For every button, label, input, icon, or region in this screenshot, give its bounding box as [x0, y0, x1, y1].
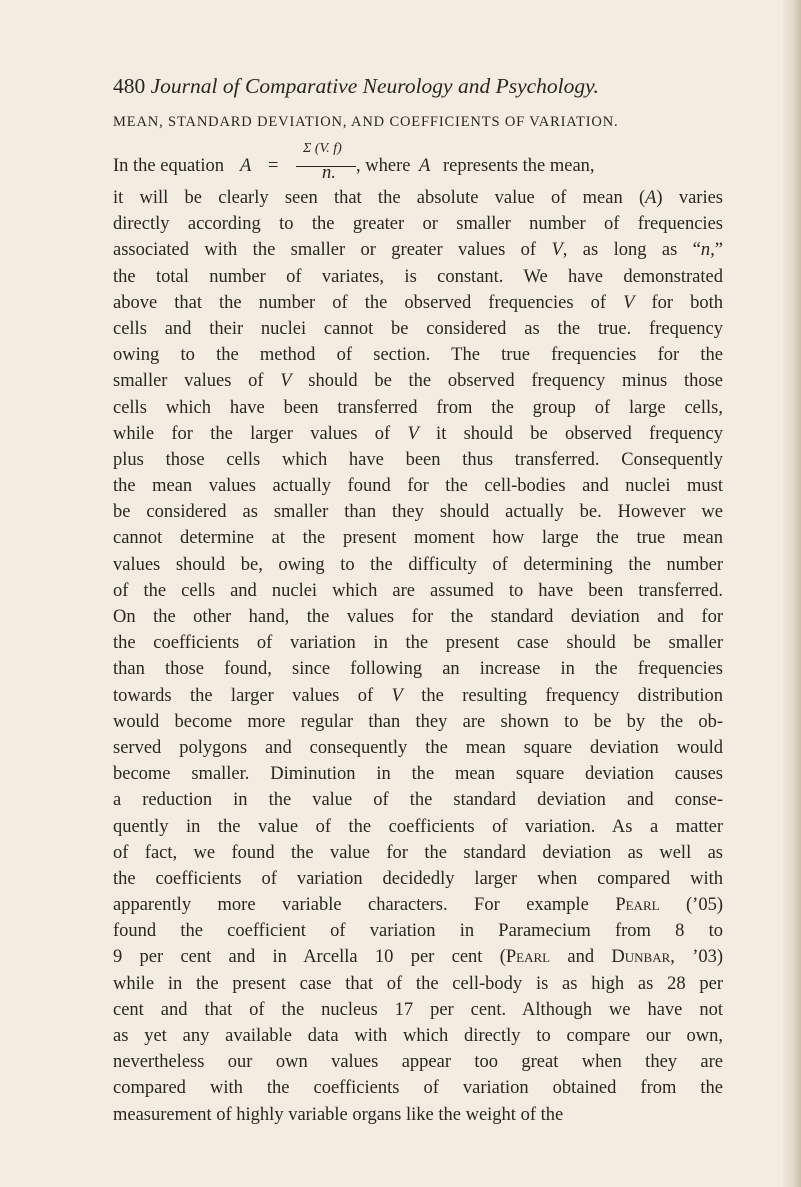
body-line: cent and that of the nucleus 17 per cent. Although we have not: [113, 999, 723, 1020]
body-line: towards the larger values of V the resulting frequency distribution: [113, 685, 723, 706]
equation-equals: =: [268, 156, 279, 176]
body-line: directly according to the greater or smaller number of frequencies: [113, 214, 723, 235]
body-line: nevertheless our own values appear too great when they are: [113, 1052, 723, 1073]
body-line: cannot determine at the present moment how large the true mean: [113, 528, 723, 549]
body-line: quently in the value of the coefficients of variation. As a matter: [113, 816, 723, 837]
page-binding-shadow: [783, 0, 801, 1187]
body-line: a reduction in the value of the standard deviation and conse-: [113, 790, 723, 811]
body-line: of the cells and nuclei which are assumed to have been transferred.: [113, 580, 723, 601]
body-line: the total number of variates, is constant. We have demonstrated: [113, 266, 723, 287]
body-line: it will be clearly seen that the absolute value of mean (A) varies: [113, 188, 723, 208]
body-line: smaller values of V should be the observed frequency minus those: [113, 371, 724, 392]
equation-intro: In the equation: [113, 156, 224, 176]
body-line: the coefficients of variation decidedly larger when compared with: [113, 868, 723, 889]
body-line: associated with the smaller or greater values of V, as long as “n,”: [113, 240, 723, 261]
section-heading: MEAN, STANDARD DEVIATION, AND COEFFICIENTS OF VARIATION.: [113, 114, 619, 130]
body-line: plus those cells which have been thus transferred. Consequently: [113, 449, 723, 470]
equation-after: , where: [356, 156, 411, 176]
body-line: the mean values actually found for the cell-bodies and nuclei must: [113, 476, 723, 497]
equation-var: A: [419, 156, 431, 176]
body-line: of fact, we found the value for the standard deviation as well as: [113, 842, 723, 863]
body-line: On the other hand, the values for the standard deviation and for: [113, 607, 723, 627]
body-line: the coefficients of variation in the present case should be smaller: [113, 633, 723, 654]
body-line: compared with the coefficients of variation obtained from the: [113, 1078, 723, 1099]
body-line: served polygons and consequently the mean square deviation would: [113, 737, 723, 758]
journal-title: Journal of Comparative Neurology and Psychology.: [150, 74, 599, 98]
body-line: apparently more variable characters. For example Pearl (’05): [113, 895, 723, 916]
body-line: than those found, since following an increase in the frequencies: [113, 659, 723, 680]
body-line: values should be, owing to the difficulty of determining the number: [113, 554, 723, 575]
body-line: found the coefficient of variation in Paramecium from 8 to: [113, 921, 723, 942]
body-line: as yet any available data with which directly to compare our own,: [113, 1026, 723, 1046]
equation-lhs: A: [240, 156, 252, 176]
equation-line: [113, 141, 733, 187]
body-paragraph: [113, 185, 723, 1128]
body-line: cells which have been transferred from the group of large cells,: [113, 397, 723, 418]
body-line: measurement of highly variable organs like the weight of the: [113, 1104, 564, 1125]
equation-numerator: Σ (V. f): [303, 141, 342, 156]
equation-denominator: n.: [322, 163, 336, 183]
equation-tail: represents the mean,: [443, 156, 595, 176]
running-header: [113, 72, 713, 100]
body-line: be considered as smaller than they should actually be. However we: [113, 502, 723, 523]
page-number: 480: [113, 74, 146, 98]
body-line: above that the number of the observed frequencies of V for both: [113, 292, 723, 313]
body-line: cells and their nuclei cannot be considered as the true. frequency: [113, 318, 723, 339]
body-line: while in the present case that of the cell-body is as high as 28 per: [113, 973, 723, 994]
body-line: would become more regular than they are shown to be by the ob-: [113, 711, 723, 732]
body-line: 9 per cent and in Arcella 10 per cent (Pearl and Dunbar, ’03): [113, 947, 724, 968]
body-line: while for the larger values of V it should be observed frequency: [113, 423, 723, 444]
body-line: owing to the method of section. The true frequencies for the: [113, 345, 723, 366]
body-line: become smaller. Diminution in the mean square deviation causes: [113, 764, 723, 785]
